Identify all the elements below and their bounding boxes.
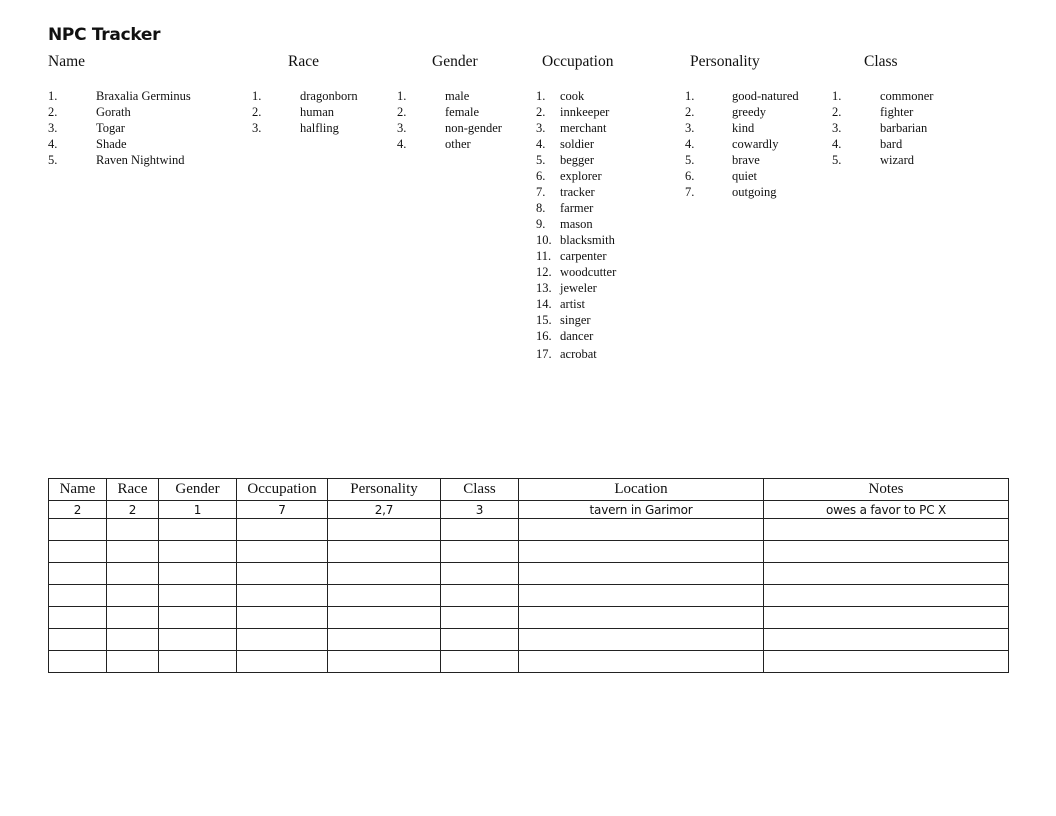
list-item-number: 2.	[397, 105, 407, 119]
table-cell[interactable]	[49, 541, 107, 563]
list-item-number: 5.	[536, 153, 546, 167]
table-cell[interactable]	[49, 585, 107, 607]
table-cell[interactable]	[328, 629, 441, 651]
list-item	[397, 136, 527, 152]
table-header-cell: Notes	[764, 479, 1009, 501]
list-item	[536, 296, 666, 312]
table-cell[interactable]	[159, 541, 237, 563]
list-item-label: dragonborn	[300, 89, 358, 103]
list-item-number: 2.	[252, 105, 262, 119]
table-cell[interactable]	[49, 519, 107, 541]
list-item-label: wizard	[880, 153, 915, 167]
table-cell[interactable]	[328, 585, 441, 607]
list-item-label: woodcutter	[560, 265, 617, 279]
list-item-label: human	[300, 105, 335, 119]
list-item-number: 7.	[536, 185, 546, 199]
list-item-label: begger	[560, 153, 595, 167]
table-row	[49, 629, 1009, 651]
list-item	[832, 88, 962, 104]
list-item	[252, 88, 382, 104]
list-item	[536, 88, 666, 104]
list-item-number: 1.	[48, 89, 58, 103]
list-item-label: female	[445, 105, 480, 119]
table-cell[interactable]	[107, 607, 159, 629]
list-item	[685, 120, 825, 136]
list-item-number: 4.	[397, 137, 407, 151]
class-list	[832, 88, 962, 168]
list-item-label: Togar	[96, 121, 125, 135]
list-item	[536, 280, 666, 296]
list-item-number: 13.	[536, 281, 552, 295]
list-item	[397, 120, 527, 136]
table-row	[49, 585, 1009, 607]
table-row	[49, 519, 1009, 541]
list-item	[48, 152, 238, 168]
list-item-number: 5.	[685, 153, 695, 167]
name-column-header: Name	[48, 53, 86, 70]
table-cell[interactable]	[237, 541, 328, 563]
list-item	[48, 88, 238, 104]
list-item-number: 1.	[397, 89, 407, 103]
table-cell[interactable]	[764, 607, 1009, 629]
list-item-label: explorer	[560, 169, 602, 183]
table-cell[interactable]	[237, 607, 328, 629]
table-cell[interactable]	[159, 563, 237, 585]
table-cell[interactable]	[237, 629, 328, 651]
list-item-label: merchant	[560, 121, 607, 135]
personality-column-header: Personality	[690, 53, 760, 70]
table-cell[interactable]	[441, 585, 519, 607]
list-item-label: innkeeper	[560, 105, 610, 119]
list-item-label: other	[445, 137, 471, 151]
occupation-list	[536, 88, 666, 362]
list-item-label: Shade	[96, 137, 127, 151]
table-header-cell: Class	[441, 479, 519, 501]
list-item	[536, 232, 666, 248]
list-item	[685, 88, 825, 104]
list-item	[397, 88, 527, 104]
list-item-label: good-natured	[732, 89, 799, 103]
table-row	[49, 651, 1009, 673]
list-item	[536, 328, 666, 344]
table-cell[interactable]	[49, 651, 107, 673]
table-cell[interactable]	[107, 563, 159, 585]
list-item	[536, 104, 666, 120]
table-cell[interactable]	[159, 585, 237, 607]
list-item-label: kind	[732, 121, 755, 135]
table-row	[49, 541, 1009, 563]
list-item-number: 2.	[832, 105, 842, 119]
table-cell[interactable]	[441, 563, 519, 585]
list-item-number: 6.	[536, 169, 546, 183]
npc-tracker-table	[48, 478, 1009, 673]
table-cell[interactable]	[519, 651, 764, 673]
list-item-number: 4.	[685, 137, 695, 151]
list-item-number: 2.	[48, 105, 58, 119]
table-row	[49, 501, 1009, 519]
list-item-label: non-gender	[445, 121, 502, 135]
table-cell[interactable]	[49, 629, 107, 651]
list-item	[685, 184, 825, 200]
race-list	[252, 88, 382, 136]
list-item	[832, 136, 962, 152]
table-cell[interactable]	[519, 607, 764, 629]
list-item-number: 2.	[536, 105, 546, 119]
table-cell[interactable]	[328, 519, 441, 541]
list-item	[536, 152, 666, 168]
list-item	[252, 104, 382, 120]
table-cell[interactable]	[764, 651, 1009, 673]
list-item-number: 8.	[536, 201, 546, 215]
table-header-cell: Location	[519, 479, 764, 501]
list-item-label: greedy	[732, 105, 767, 119]
table-cell[interactable]: 2,7	[328, 501, 441, 519]
table-cell[interactable]	[441, 651, 519, 673]
page-title: NPC Tracker	[48, 25, 161, 45]
table-header-cell: Name	[49, 479, 107, 501]
list-item	[685, 136, 825, 152]
list-item-number: 17.	[536, 347, 552, 361]
table-cell[interactable]	[237, 651, 328, 673]
list-item-number: 4.	[48, 137, 58, 151]
table-cell[interactable]	[519, 563, 764, 585]
list-item-label: Gorath	[96, 105, 131, 119]
list-item-label: fighter	[880, 105, 914, 119]
list-item	[536, 136, 666, 152]
list-item-label: carpenter	[560, 249, 607, 263]
list-item-number: 14.	[536, 297, 552, 311]
list-item-number: 7.	[685, 185, 695, 199]
table-cell[interactable]: tavern in Garimor	[519, 501, 764, 519]
list-item	[536, 168, 666, 184]
class-column-header: Class	[864, 53, 898, 70]
table-cell[interactable]	[237, 519, 328, 541]
list-item	[832, 104, 962, 120]
table-row	[49, 563, 1009, 585]
list-item	[685, 152, 825, 168]
list-item	[536, 248, 666, 264]
list-item-label: halfling	[300, 121, 339, 135]
list-item	[685, 168, 825, 184]
table-cell[interactable]	[159, 519, 237, 541]
list-item-number: 4.	[536, 137, 546, 151]
list-item-label: Braxalia Germinus	[96, 89, 191, 103]
table-cell[interactable]	[441, 519, 519, 541]
list-item-number: 3.	[48, 121, 58, 135]
table-cell[interactable]	[49, 563, 107, 585]
table-cell[interactable]	[237, 563, 328, 585]
list-item-label: tracker	[560, 185, 595, 199]
list-item-number: 3.	[832, 121, 842, 135]
table-header-cell: Gender	[159, 479, 237, 501]
list-item	[536, 184, 666, 200]
list-item	[536, 346, 666, 362]
list-item-number: 3.	[252, 121, 262, 135]
table-header-cell: Occupation	[237, 479, 328, 501]
list-item	[536, 200, 666, 216]
table-cell[interactable]	[107, 541, 159, 563]
table-cell[interactable]	[107, 629, 159, 651]
table-cell[interactable]	[519, 629, 764, 651]
list-item	[536, 120, 666, 136]
table-cell[interactable]	[519, 585, 764, 607]
table-cell[interactable]	[764, 541, 1009, 563]
table-cell[interactable]	[159, 651, 237, 673]
list-item	[685, 104, 825, 120]
table-cell[interactable]: 2	[107, 501, 159, 519]
list-item-label: cowardly	[732, 137, 779, 151]
list-item-label: outgoing	[732, 185, 777, 199]
list-item	[536, 264, 666, 280]
list-item-label: artist	[560, 297, 585, 311]
table-cell[interactable]	[328, 563, 441, 585]
list-item-number: 1.	[832, 89, 842, 103]
table-cell[interactable]	[107, 651, 159, 673]
list-item-number: 3.	[685, 121, 695, 135]
table-cell[interactable]	[764, 585, 1009, 607]
list-item-number: 3.	[397, 121, 407, 135]
list-item	[48, 136, 238, 152]
table-cell[interactable]: 7	[237, 501, 328, 519]
npc-tracker-table-container	[48, 478, 1009, 673]
list-item-label: quiet	[732, 169, 757, 183]
list-item-label: male	[445, 89, 470, 103]
list-item-number: 5.	[48, 153, 58, 167]
list-item-label: mason	[560, 217, 593, 231]
list-item-label: Raven Nightwind	[96, 153, 185, 167]
race-column-header: Race	[288, 53, 319, 70]
table-cell[interactable]	[328, 651, 441, 673]
list-item-label: jeweler	[560, 281, 597, 295]
list-item-number: 1.	[252, 89, 262, 103]
list-item-number: 15.	[536, 313, 552, 327]
list-item-number: 10.	[536, 233, 552, 247]
list-item-number: 4.	[832, 137, 842, 151]
gender-list	[397, 88, 527, 152]
table-cell[interactable]	[107, 519, 159, 541]
table-cell[interactable]: 1	[159, 501, 237, 519]
list-item-number: 3.	[536, 121, 546, 135]
table-row	[49, 607, 1009, 629]
list-item-number: 1.	[685, 89, 695, 103]
table-cell[interactable]	[764, 629, 1009, 651]
occupation-column-header: Occupation	[542, 53, 614, 70]
list-item	[48, 120, 238, 136]
table-cell[interactable]	[159, 607, 237, 629]
list-item-number: 11.	[536, 249, 552, 263]
gender-column-header: Gender	[432, 53, 478, 70]
table-cell[interactable]	[519, 519, 764, 541]
list-item-number: 16.	[536, 329, 552, 343]
list-item	[252, 120, 382, 136]
table-cell[interactable]	[441, 541, 519, 563]
table-header-row	[49, 479, 1009, 501]
list-item-number: 6.	[685, 169, 695, 183]
list-item-label: farmer	[560, 201, 594, 215]
table-cell[interactable]	[764, 563, 1009, 585]
list-item-label: singer	[560, 313, 591, 327]
list-item-number: 1.	[536, 89, 546, 103]
table-cell[interactable]	[764, 519, 1009, 541]
list-item	[536, 312, 666, 328]
list-item-label: commoner	[880, 89, 934, 103]
list-item-number: 5.	[832, 153, 842, 167]
list-item-label: bard	[880, 137, 903, 151]
table-cell[interactable]: owes a favor to PC X	[764, 501, 1009, 519]
list-item	[397, 104, 527, 120]
table-cell[interactable]	[441, 607, 519, 629]
list-item	[832, 152, 962, 168]
table-header-cell: Race	[107, 479, 159, 501]
list-item-label: barbarian	[880, 121, 928, 135]
table-header-cell: Personality	[328, 479, 441, 501]
table-cell[interactable]	[49, 607, 107, 629]
table-cell[interactable]	[159, 629, 237, 651]
list-item-label: blacksmith	[560, 233, 615, 247]
table-cell[interactable]	[441, 629, 519, 651]
table-cell[interactable]	[328, 607, 441, 629]
table-cell[interactable]	[107, 585, 159, 607]
list-item-label: acrobat	[560, 347, 597, 361]
table-cell[interactable]	[237, 585, 328, 607]
table-cell[interactable]: 3	[441, 501, 519, 519]
table-cell[interactable]: 2	[49, 501, 107, 519]
list-item-label: dancer	[560, 329, 594, 343]
table-cell[interactable]	[519, 541, 764, 563]
list-item-number: 2.	[685, 105, 695, 119]
name-list	[48, 88, 238, 168]
personality-list	[685, 88, 825, 200]
list-item	[832, 120, 962, 136]
list-item	[536, 216, 666, 232]
list-item	[48, 104, 238, 120]
list-item-number: 12.	[536, 265, 552, 279]
list-item-label: cook	[560, 89, 585, 103]
list-item-label: soldier	[560, 137, 595, 151]
list-item-label: brave	[732, 153, 760, 167]
list-item-number: 9.	[536, 217, 546, 231]
table-cell[interactable]	[328, 541, 441, 563]
